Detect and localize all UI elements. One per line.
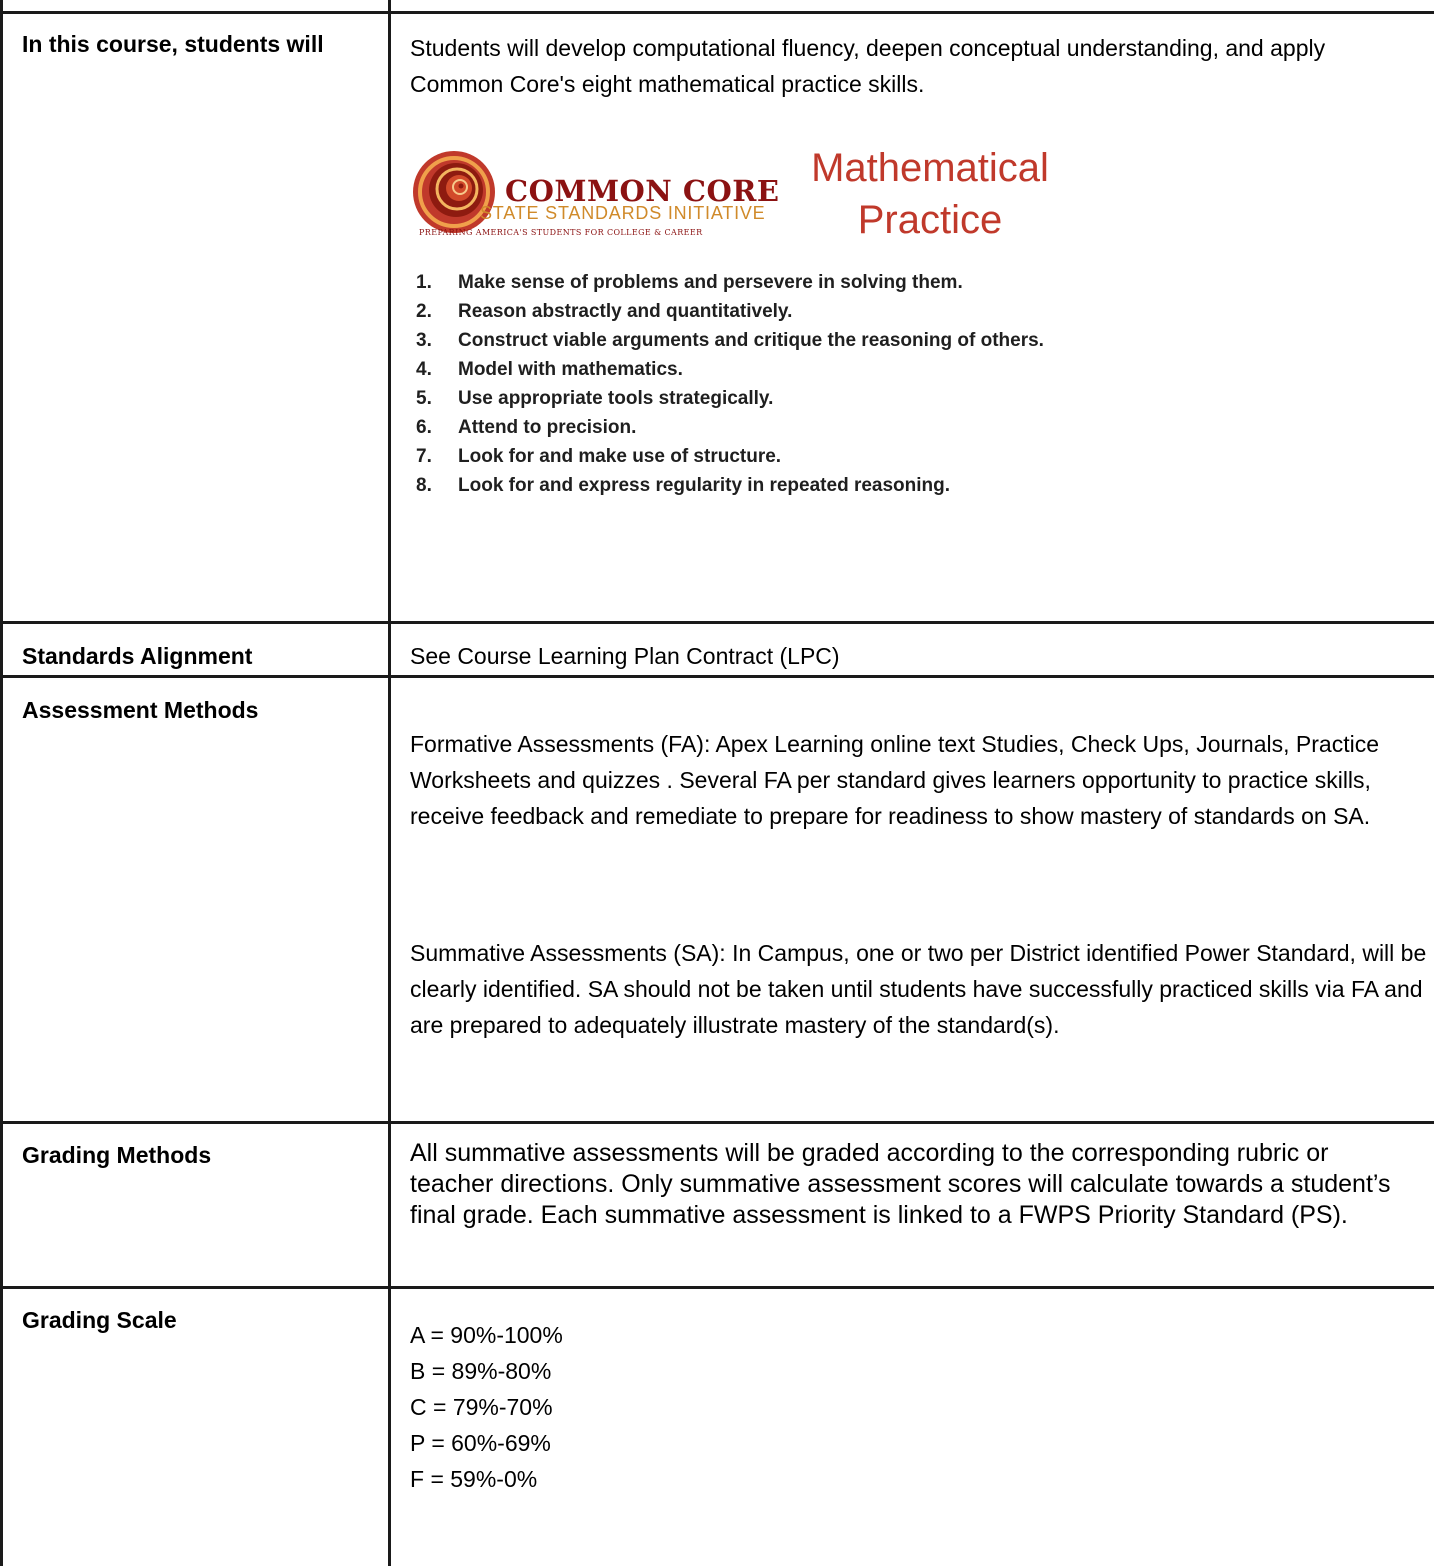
list-item [416, 384, 1098, 413]
grading-scale-list [410, 1317, 563, 1497]
list-item-text: Look for and make use of structure. [458, 446, 782, 467]
list-item-number: 6. [416, 417, 432, 438]
list-item-text: Reason abstractly and quantitatively. [458, 301, 793, 322]
list-item-number: 4. [416, 359, 432, 380]
list-item-text: Construct viable arguments and critique the reasoning of others. [458, 330, 1044, 351]
list-item [416, 268, 1098, 297]
list-item-number: 8. [416, 475, 432, 496]
row-label-standards: Standards Alignment [22, 643, 253, 669]
grading-methods-text: All summative assessments will be graded according to the corresponding rubric or teacher directions. Only summative assessment scores will calculate towards a student’s final grade. Each summative assessment is linked to a FWPS Priority Standard (PS). [410, 1139, 1391, 1229]
row-divider [0, 675, 1434, 678]
course-intro-text: Students will develop computational fluency, deepen conceptual understanding, and apply Common Core's eight mathematical practice skills. [410, 35, 1326, 97]
logo-tagline: PREPARING AMERICA'S STUDENTS FOR COLLEGE & CAREER [419, 228, 703, 237]
list-item-number: 3. [416, 330, 432, 351]
list-item-number: 1. [416, 272, 432, 293]
table-column-divider [388, 0, 391, 1566]
logo-wordmark: COMMON CORE [505, 174, 780, 208]
list-item-number: 2. [416, 301, 432, 322]
practice-list [416, 268, 1098, 500]
row-divider [0, 621, 1434, 624]
formative-assessment-text: Formative Assessments (FA): Apex Learning online text Studies, Check Ups, Journals, Practice Worksheets and quizzes . Several FA per standard gives learners opportunity to practice skills, receive feedback and remediate to prepare for readiness to show mastery of standards on SA. [410, 731, 1379, 829]
grade-item: F = 59%-0% [410, 1466, 538, 1492]
list-item [416, 471, 1098, 500]
list-item-text: Use appropriate tools strategically. [458, 388, 774, 409]
row-divider [0, 1121, 1434, 1124]
row-label-grading-scale: Grading Scale [22, 1307, 177, 1333]
list-item-number: 5. [416, 388, 432, 409]
summative-assessment-text: Summative Assessments (SA): In Campus, one or two per District identified Power Standard, will be clearly identified. SA should not be taken until students have successfully practiced skills via FA and are prepared to adequately illustrate mastery of the standard(s). [410, 940, 1427, 1038]
list-item-text: Make sense of problems and persevere in solving them. [458, 272, 963, 293]
common-core-logo [410, 148, 780, 238]
list-item [416, 355, 1098, 384]
list-item [416, 442, 1098, 471]
list-item [416, 326, 1098, 355]
grade-item: A = 90%-100% [410, 1322, 563, 1348]
grade-item: B = 89%-80% [410, 1358, 552, 1384]
standards-text: See Course Learning Plan Contract (LPC) [410, 643, 840, 669]
grade-item: C = 79%-70% [410, 1394, 553, 1420]
table-border-left [0, 0, 3, 1566]
row-label-course: In this course, students will [22, 31, 324, 57]
heading-line-1: Mathematical [811, 146, 1049, 190]
logo-subtitle: STATE STANDARDS INITIATIVE [480, 203, 766, 223]
list-item-text: Model with mathematics. [458, 359, 683, 380]
list-item-text: Look for and express regularity in repeated reasoning. [458, 475, 951, 496]
list-item-number: 7. [416, 446, 432, 467]
row-divider [0, 11, 1434, 14]
row-label-grading-methods: Grading Methods [22, 1142, 212, 1168]
mathematical-practice-heading [780, 142, 1080, 246]
heading-line-2: Practice [857, 198, 1003, 242]
list-item-text: Attend to precision. [458, 417, 637, 438]
row-label-assessment: Assessment Methods [22, 697, 259, 723]
list-item [416, 413, 1098, 442]
row-divider [0, 1286, 1434, 1289]
grade-item: P = 60%-69% [410, 1430, 551, 1456]
list-item [416, 297, 1098, 326]
